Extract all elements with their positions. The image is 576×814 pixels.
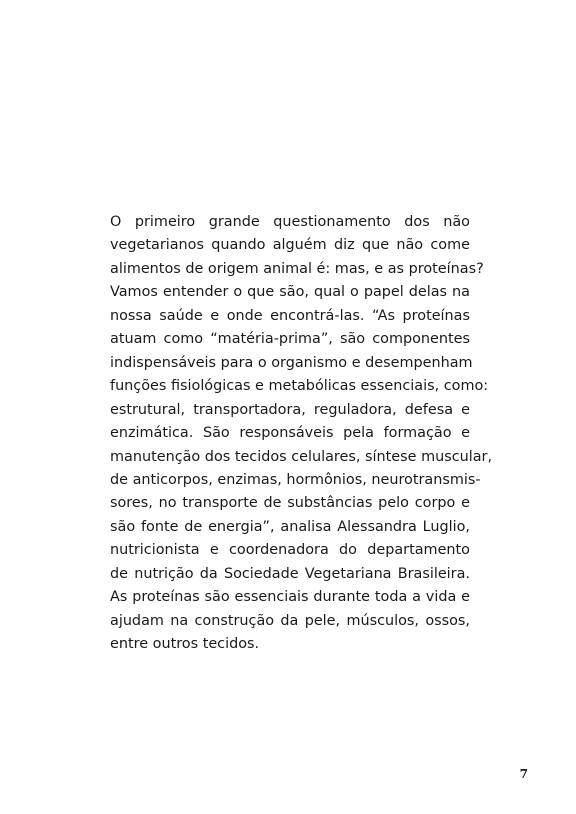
paragraph-line: vegetarianos quando alguém diz que não come xyxy=(110,237,470,254)
paragraph-line: As proteínas são essenciais durante toda a vida e xyxy=(110,589,470,606)
paragraph-line: manutenção dos tecidos celulares, síntese muscular, xyxy=(110,448,493,465)
paragraph-line: ajudam na construção da pele, músculos, ossos, xyxy=(110,612,470,629)
paragraph-line: de anticorpos, enzimas, hormônios, neurotransmis- xyxy=(110,471,481,488)
paragraph-line: funções fisiológicas e metabólicas essenciais, como: xyxy=(110,378,489,395)
paragraph-line: são fonte de energia”, analisa Alessandra Luglio, xyxy=(110,518,470,535)
paragraph-line: O primeiro grande questionamento dos não xyxy=(110,214,470,230)
paragraph-line: sores, no transporte de substâncias pelo corpo e xyxy=(110,495,470,512)
paragraph-line: enzimática. São responsáveis pela formação e xyxy=(110,425,470,442)
paragraph-line: Vamos entender o que são, qual o papel delas na xyxy=(110,284,470,301)
paragraph-line: indispensáveis para o organismo e desempenham xyxy=(110,354,473,371)
page-number: 7 xyxy=(519,767,528,781)
paragraph-line: alimentos de origem animal é: mas, e as proteínas? xyxy=(110,260,484,277)
paragraph-line: nossa saúde e onde encontrá-las. “As proteínas xyxy=(110,307,470,324)
paragraph-line: estrutural, transportadora, reguladora, defesa e xyxy=(110,401,470,418)
body-paragraph xyxy=(110,211,493,657)
paragraph-line: de nutrição da Sociedade Vegetariana Brasileira. xyxy=(110,565,470,582)
paragraph-line: nutricionista e coordenadora do departamento xyxy=(110,542,470,559)
paragraph-line: entre outros tecidos. xyxy=(110,636,260,653)
paragraph-line: atuam como “matéria-prima”, são componentes xyxy=(110,331,470,348)
